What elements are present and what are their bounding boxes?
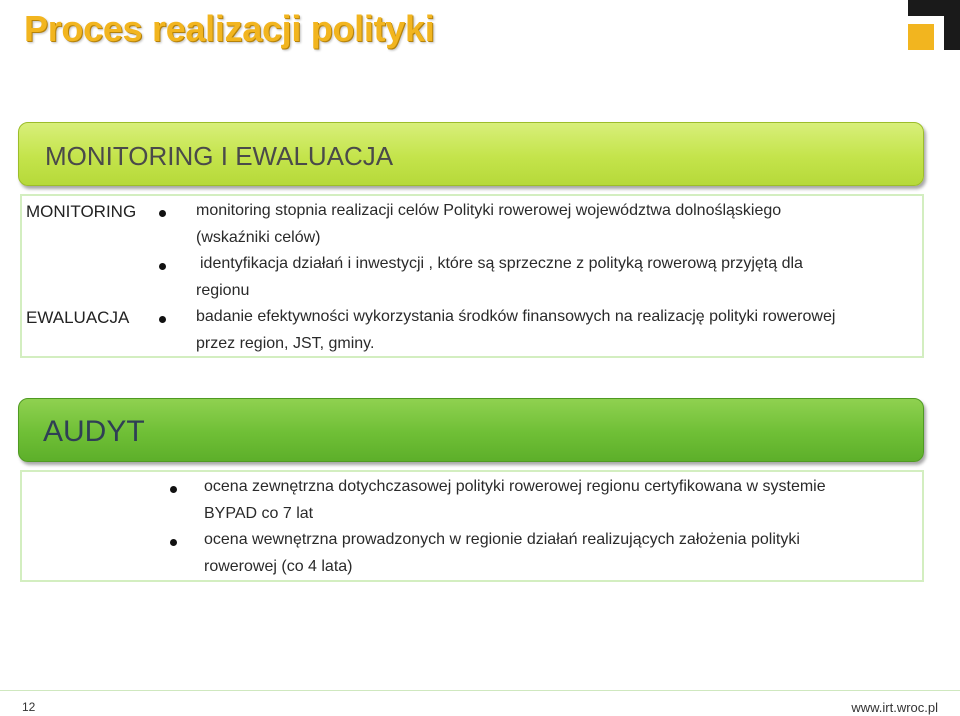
label-monitoring: MONITORING: [26, 202, 137, 221]
list-item: ocena zewnętrzna dotychczasowej polityki rowerowej regionu certyfikowana w systemie: [204, 478, 826, 495]
footer-url: www.irt.wroc.pl: [851, 700, 938, 715]
list-item: monitoring stopnia realizacji celów Polityki rowerowej województwa dolnośląskiego: [196, 202, 782, 219]
list-item-cont: regionu: [196, 282, 250, 299]
list-item-cont: rowerowej (co 4 lata): [204, 558, 353, 575]
list-item-cont: BYPAD co 7 lat: [204, 505, 314, 522]
list-item: badanie efektywności wykorzystania środków finansowych na realizację polityki rowerowej: [196, 308, 836, 325]
list-item: ocena wewnętrzna prowadzonych w regionie działań realizujących założenia polityki: [204, 531, 800, 548]
audyt-heading: AUDYT: [43, 415, 145, 448]
bullet-icon: [159, 316, 166, 323]
footer-divider: [0, 690, 960, 691]
bullet-icon: [159, 263, 166, 270]
label-ewaluacja: EWALUACJA: [26, 308, 130, 327]
list-item: identyfikacja działań i inwestycji , które są sprzeczne z polityką rowerową przyjętą dla: [200, 255, 803, 272]
monitoring-heading: MONITORING I EWALUACJA: [45, 141, 394, 171]
logo-icon: [906, 0, 960, 50]
monitoring-table: [20, 194, 924, 358]
list-item-cont: przez region, JST, gminy.: [196, 335, 375, 352]
bullet-icon: [170, 486, 177, 493]
bullet-icon: [170, 539, 177, 546]
monitoring-header-box: [18, 122, 924, 186]
audyt-table: [20, 470, 924, 582]
page-title: Proces realizacji polityki: [24, 8, 435, 49]
bullet-icon: [159, 210, 166, 217]
list-item-cont: (wskaźniki celów): [196, 229, 321, 246]
audyt-header-box: [18, 398, 924, 462]
page-number: 12: [22, 700, 36, 714]
